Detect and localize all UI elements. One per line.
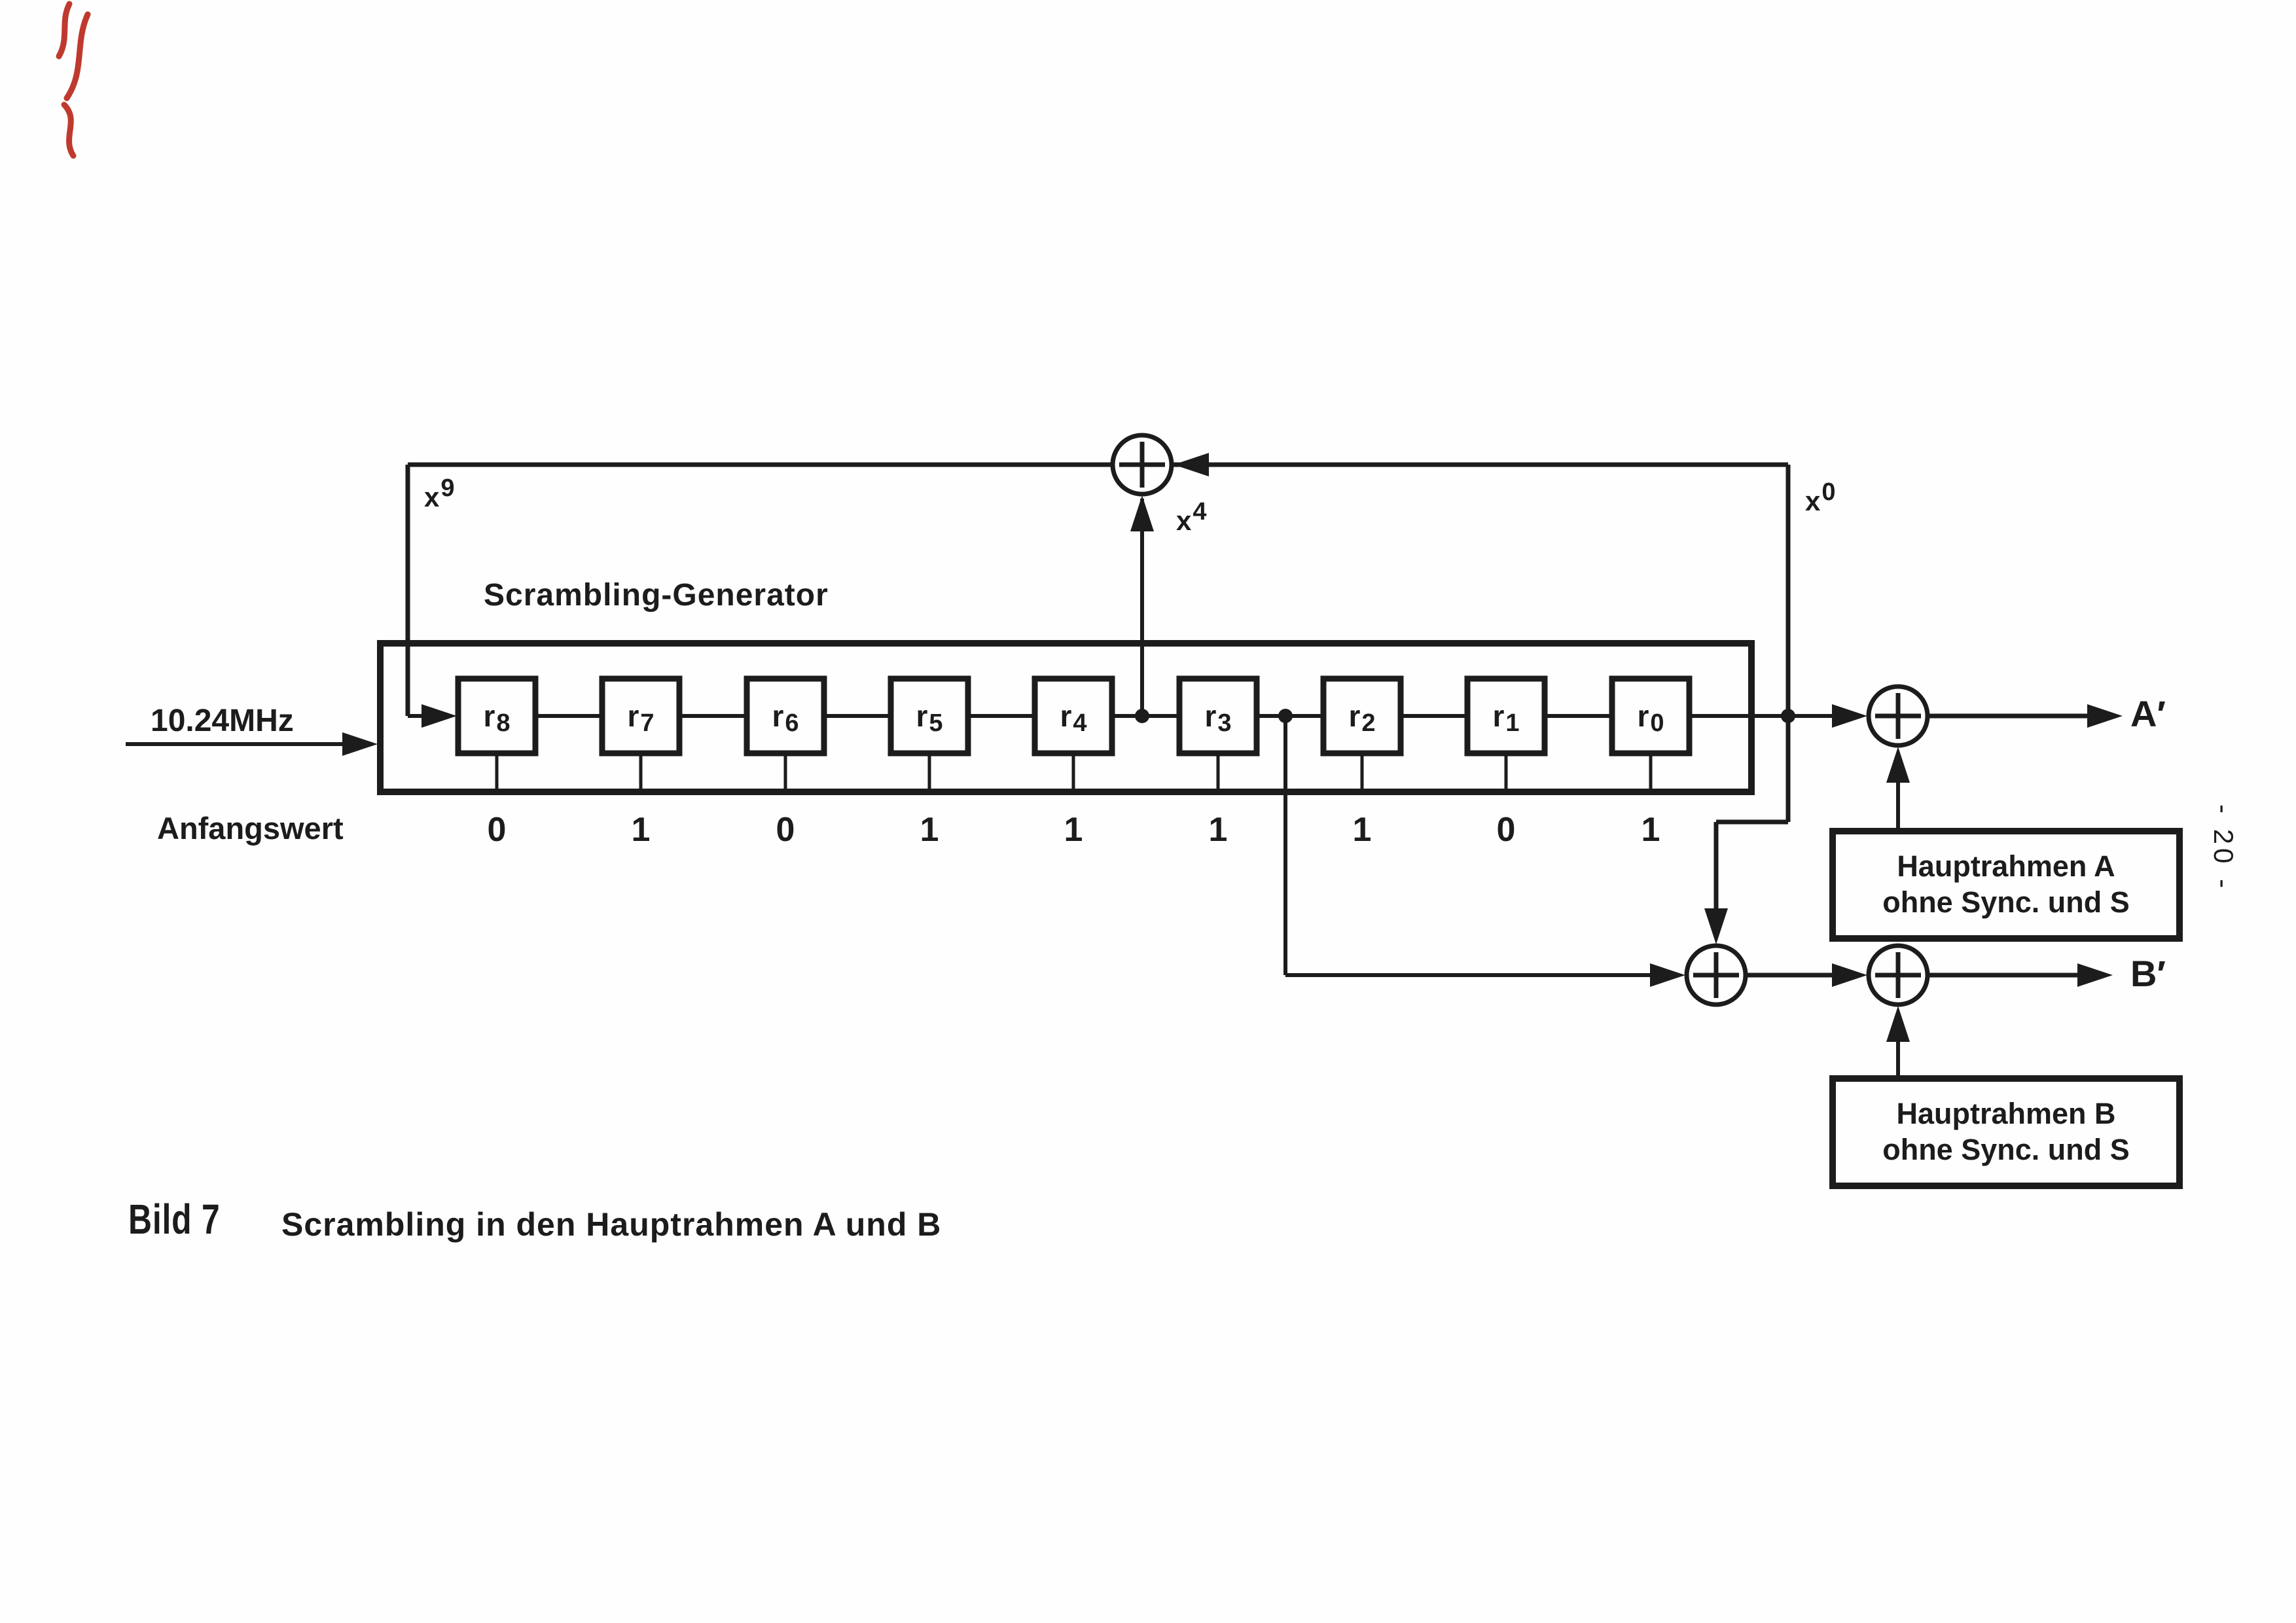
register-label-r2: r 2 [1348,699,1376,737]
register-ground-stubs [497,753,1651,789]
red-pen-marks [59,4,88,156]
register-label-r8: r 8 [483,699,511,737]
frame-b-line1: Hauptrahmen B [1896,1097,2116,1131]
frame-b-text [1833,1079,2179,1186]
register-label-r1: r 1 [1492,699,1520,737]
register-label-r3: r 3 [1204,699,1232,737]
caption-figure-wrap [128,1195,246,1243]
initial-bit-r0: 1 [1641,811,1660,849]
initial-bit-r7: 1 [631,811,651,849]
register-label-r5: r 5 [916,699,943,737]
frame-a-line1: Hauptrahmen A [1897,849,2115,883]
initial-bit-r8: 0 [487,811,507,849]
register-label-r6: r 6 [772,699,799,737]
register-label-r4: r 4 [1060,699,1087,737]
xor-output-a-icon [1869,687,1928,745]
caption-figure-label: Bild 7 [128,1196,221,1243]
caption-title-wrap [281,1205,941,1243]
initial-bit-r3: 1 [1208,811,1228,849]
register-label-r0: r 0 [1637,699,1664,737]
xor-b1-icon [1687,946,1746,1005]
frame-b-line2: ohne Sync. und S [1882,1133,2130,1166]
frame-a-line2: ohne Sync. und S [1882,885,2130,919]
clock-label: 10.24MHz [151,704,294,738]
initial-bit-r4: 1 [1064,811,1083,849]
frame-a-text [1833,831,2179,938]
generator-title: Scrambling-Generator [484,578,829,613]
output-b-label: B′ [2130,953,2166,994]
initial-bit-r5: 1 [920,811,939,849]
output-a-label: A′ [2130,693,2166,734]
initial-bit-r6: 0 [776,811,795,849]
initial-value-label: Anfangswert [157,811,344,846]
initial-bit-r2: 1 [1352,811,1372,849]
page-number: - 20 - [2208,804,2239,893]
initial-bit-r1: 0 [1496,811,1516,849]
tap-label-x0: x0 [1805,478,1836,516]
xor-output-b-icon [1869,946,1928,1005]
xor-feedback-icon [1113,435,1172,494]
tap-label-x9: x9 [424,474,455,512]
register-label-r7: r 7 [627,699,655,737]
tap-label-x4: x4 [1176,498,1207,536]
caption-title: Scrambling in den Hauptrahmen A und B [281,1206,942,1243]
